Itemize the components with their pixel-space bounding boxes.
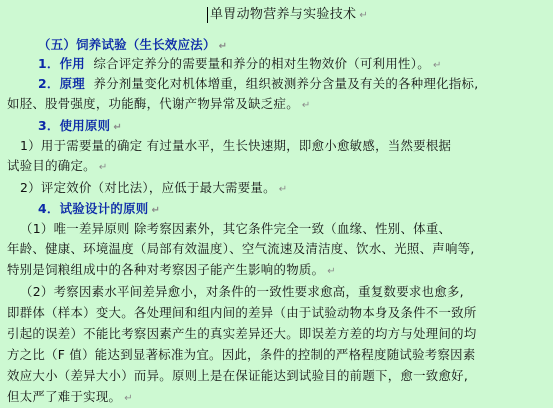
paragraph-2-heading: 2．原理 [38, 76, 85, 91]
paragraph-1-text: 综合评定养分的需要量和养分的相对生物效价（可利用性）。 [93, 56, 430, 71]
section-heading: （五）饲养试验（生长效应法） [38, 37, 216, 52]
paragraph-2-line-1 [38, 76, 478, 92]
paragraph-2-text-1: 养分剂量变化对机体增重，组织被测养分含量及有关的各种理化指标, [93, 76, 479, 91]
paragraph-3-item-1-text-2: 试验目的确定。 [7, 158, 96, 173]
paragraph-4-heading: 4．试验设计的原则 [38, 201, 149, 216]
paragraph-mark-icon: ↵ [301, 100, 311, 111]
paragraph-1-heading: 1．作用 [38, 56, 85, 71]
paragraph-2-text-2: 如胫、股骨强度，功能酶，代谢产物异常及缺乏症。 [7, 96, 299, 111]
paragraph-4-item-2-text-1: （2）考察因素水平间差异愈小，对条件的一致性要求愈高，重复数要求也愈多, [20, 284, 464, 299]
paragraph-4-item-1-text-2: 年龄、健康、环境温度（局部有效温度）、空气流速及清洁度、饮水、光照、声响等, [7, 241, 475, 256]
paragraph-4-item-1-line-1 [20, 221, 451, 237]
section-heading-line [38, 37, 227, 55]
paragraph-4-item-1-line-3 [7, 262, 336, 280]
paragraph-4-item-2-text-2: 即群体（样本）变大。各处理间和组内间的差异（由于试验动物本身及条件不一致所 [7, 305, 477, 320]
paragraph-4-item-2-line-1 [20, 284, 464, 300]
document-title-line [210, 7, 368, 24]
paragraph-3-heading-line [38, 118, 122, 136]
paragraph-3-item-1-line-2 [7, 158, 108, 176]
paragraph-4-item-2-line-5 [7, 368, 468, 384]
paragraph-mark-icon: ↵ [432, 60, 442, 71]
paragraph-mark-icon: ↵ [359, 10, 368, 21]
paragraph-4-item-1-text-1: （1）唯一差异原则 除考察因素外，其它条件完全一致（血缘、性别、体重、 [20, 221, 452, 236]
paragraph-3-heading: 3．使用原则 [38, 118, 111, 133]
paragraph-mark-icon: ↵ [278, 184, 288, 195]
paragraph-mark-icon: ↵ [151, 205, 161, 216]
paragraph-4-item-2-text-6: 但太严了难于实现。 [7, 389, 122, 404]
paragraph-2-line-2 [7, 96, 311, 114]
text-cursor [207, 7, 208, 23]
paragraph-4-item-2-line-3 [7, 326, 477, 342]
paragraph-4-item-1-text-3: 特别是饲粮组成中的各种对考察因子能产生影响的物质。 [7, 262, 325, 277]
paragraph-mark-icon: ↵ [98, 162, 108, 173]
paragraph-1 [38, 56, 442, 74]
paragraph-3-item-2-text: 2）评定效价（对比法），应低于最大需要量。 [20, 180, 276, 195]
document-title: 单胃动物营养与实验技术 [210, 7, 357, 22]
paragraph-4-item-2-line-2 [7, 305, 477, 321]
paragraph-3-item-1-line-1 [20, 138, 451, 154]
paragraph-3-item-2 [20, 180, 287, 198]
paragraph-4-heading-line [38, 201, 160, 219]
paragraph-mark-icon: ↵ [218, 41, 228, 52]
paragraph-4-item-2-line-6 [7, 389, 133, 407]
paragraph-4-item-2-text-4: 方之比（F 值）能达到显著标准为宜。因此，条件的控制的严格程度随试验考察因素 [7, 347, 476, 362]
paragraph-mark-icon: ↵ [124, 393, 133, 404]
paragraph-3-item-1-text-1: 1）用于需要量的确定 有过量水平，生长快速期，即愈小愈敏感，当然要根据 [20, 138, 452, 153]
paragraph-4-item-1-line-2 [7, 241, 475, 257]
paragraph-mark-icon: ↵ [327, 266, 336, 277]
paragraph-4-item-2-line-4 [7, 347, 476, 363]
paragraph-mark-icon: ↵ [113, 122, 123, 133]
paragraph-4-item-2-text-3: 引起的误差）不能比考察因素产生的真实差异还大。即误差方差的均方与处理间的均 [7, 326, 477, 341]
paragraph-4-item-2-text-5: 效应大小（差异大小）而异。原则上是在保证能达到试验目的前题下，愈一致愈好, [7, 368, 469, 383]
